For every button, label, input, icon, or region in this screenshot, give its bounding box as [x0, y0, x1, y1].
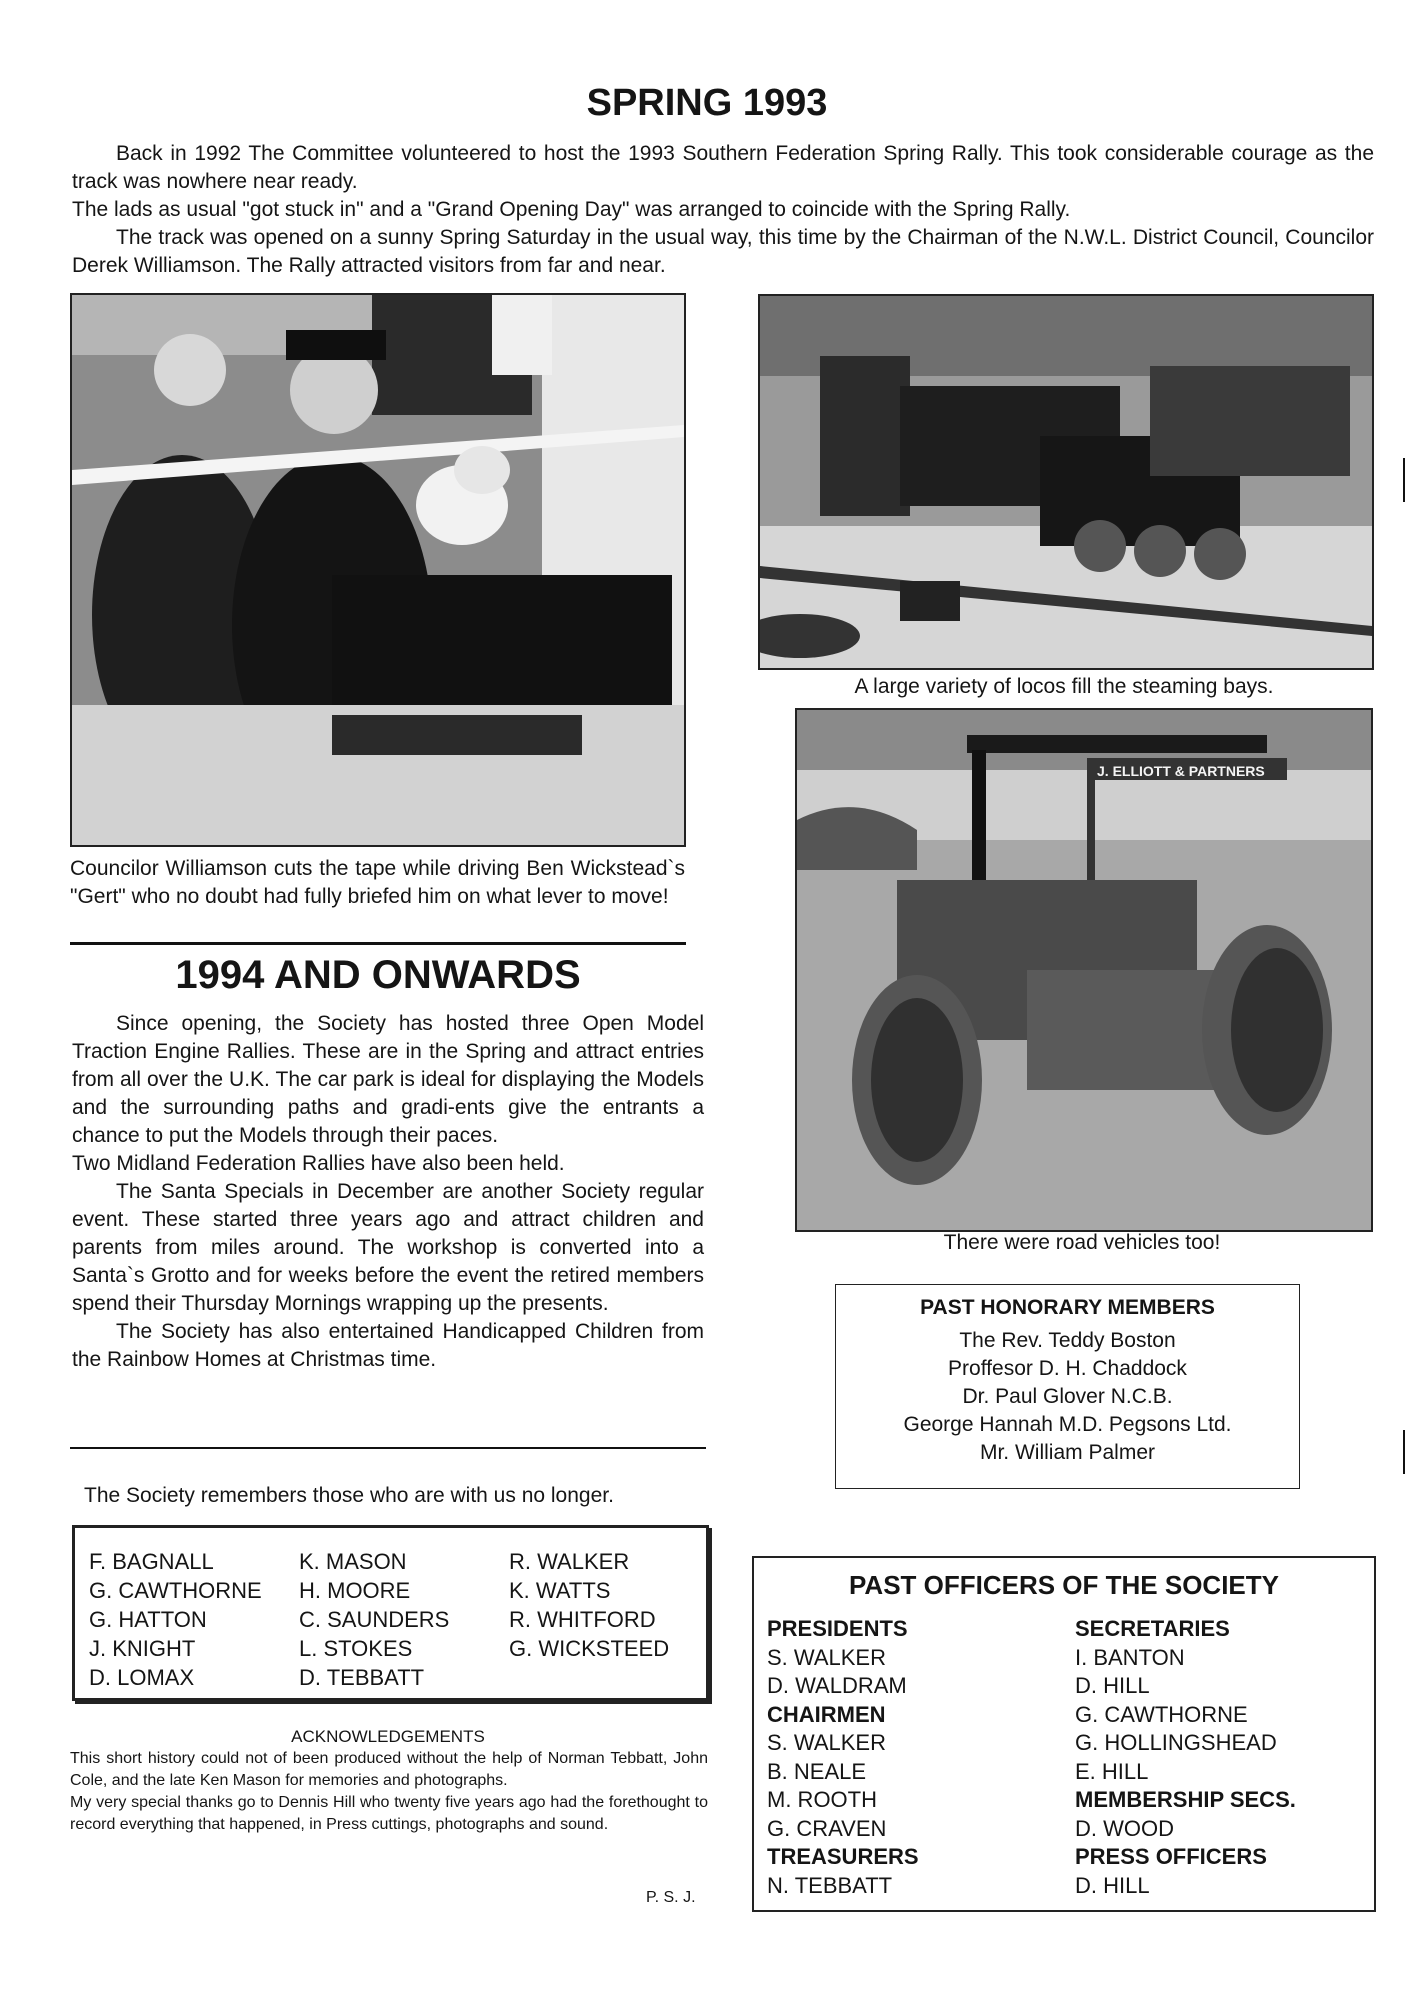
- roller-caption: There were road vehicles too!: [943, 1231, 1221, 1254]
- officers-heading: PRESS OFFICERS: [1075, 1844, 1267, 1869]
- officer-name: D. WOOD: [1075, 1815, 1174, 1841]
- remembered-name: G. WICKSTEED: [509, 1636, 670, 1661]
- remembered-name: C. SAUNDERS: [299, 1607, 450, 1632]
- officer-name: D. HILL: [1075, 1872, 1150, 1898]
- honorary-member: Proffesor D. H. Chaddock: [948, 1357, 1187, 1380]
- ribbon-caption: Councilor Williamson cuts the tape while driving Ben Wickstead`s "Gert" who no doubt had fully briefed him on what lever to move!: [70, 857, 685, 908]
- onwards-paragraph-1: Since opening, the Society has hosted three Open Model Traction Engine Rallies. These are in the Spring and attract entries from all over the U.K. The car park is ideal for displaying the Models and the surrounding paths and gradi-ents give the entrants a chance to put the Models through their paces.: [72, 1012, 704, 1147]
- divider-2: [70, 1447, 706, 1449]
- remembered-names-box: [72, 1525, 709, 1701]
- locos-caption: A large variety of locos fill the steaming bays.: [854, 675, 1274, 698]
- scan-edge-mark: [1403, 1430, 1405, 1474]
- officer-name: G. CRAVEN: [767, 1815, 887, 1841]
- officer-name: S. WALKER: [767, 1730, 886, 1755]
- honorary-members-box: [835, 1284, 1300, 1489]
- remembered-name: H. MOORE: [299, 1578, 411, 1603]
- officers-heading: SECRETARIES: [1075, 1616, 1230, 1641]
- honorary-member: The Rev. Teddy Boston: [959, 1329, 1176, 1352]
- remembered-name: D. LOMAX: [89, 1665, 195, 1690]
- acknowledgements-text: [70, 1748, 708, 1836]
- officers-heading: PRESIDENTS: [767, 1616, 908, 1641]
- locos-photo: [758, 294, 1374, 670]
- spring-text: [72, 140, 1374, 280]
- officer-name: G. CAWTHORNE: [1075, 1701, 1248, 1727]
- officer-name: S. WALKER: [767, 1644, 886, 1670]
- acknowledgements-paragraph-2: My very special thanks go to Dennis Hill who twenty five years ago had the forethought to record everything that happened, in Press cuttings, photographs and sound.: [70, 1794, 708, 1833]
- honorary-members-list: [836, 1327, 1299, 1467]
- remembered-name: R. WALKER: [509, 1549, 630, 1574]
- remembered-name: D. TEBBATT: [299, 1665, 425, 1690]
- spring-paragraph-1: Back in 1992 The Committee volunteered to host the 1993 Southern Federation Spring Rally. This took considerable courage as the track was nowhere near ready.: [72, 142, 1374, 193]
- past-officers-title: PAST OFFICERS OF THE SOCIETY: [849, 1570, 1279, 1600]
- officers-left-column: [767, 1615, 919, 1900]
- officers-heading: MEMBERSHIP SECS.: [1075, 1787, 1296, 1812]
- remembered-name: J. KNIGHT: [89, 1636, 196, 1661]
- officer-name: I. BANTON: [1075, 1644, 1185, 1670]
- scan-edge-mark: [1403, 458, 1405, 502]
- remembered-name: R. WHITFORD: [509, 1607, 656, 1632]
- onwards-title: 1994 AND ONWARDS: [175, 953, 581, 997]
- spring-paragraph-3: The track was opened on a sunny Spring Saturday in the usual way, this time by the Chairman of the N.W.L. District Council, Councilor Derek Williamson. The Rally attracted visitors from far and near.: [72, 226, 1374, 277]
- remembered-name: K. WATTS: [509, 1578, 611, 1603]
- remembered-name: G. HATTON: [89, 1607, 207, 1632]
- officers-heading: CHAIRMEN: [767, 1701, 886, 1727]
- honorary-member: George Hannah M.D. Pegsons Ltd.: [903, 1413, 1232, 1436]
- divider-1: [70, 942, 686, 945]
- officer-name: M. ROOTH: [767, 1787, 877, 1812]
- honorary-members-title: PAST HONORARY MEMBERS: [920, 1296, 1215, 1319]
- officer-name: B. NEALE: [767, 1758, 867, 1784]
- onwards-paragraph-2: Two Midland Federation Rallies have also been held.: [72, 1152, 565, 1175]
- spring-paragraph-2: The lads as usual "got stuck in" and a "Grand Opening Day" was arranged to coincide with the Spring Rally.: [72, 198, 1071, 221]
- remembered-name: G. CAWTHORNE: [89, 1578, 262, 1603]
- officer-name: D. HILL: [1075, 1673, 1150, 1698]
- ribbon-cutting-photo: [70, 293, 686, 847]
- remembers-intro: The Society remembers those who are with us no longer.: [84, 1484, 614, 1507]
- officer-name: N. TEBBATT: [767, 1872, 893, 1898]
- officers-right-column: [1075, 1615, 1296, 1900]
- author-initials: P. S. J.: [646, 1889, 696, 1906]
- roller-sign: J. ELLIOTT & PARTNERS: [1097, 763, 1265, 779]
- remembered-name: K. MASON: [299, 1549, 407, 1574]
- remembered-names-grid: [89, 1547, 706, 1692]
- onwards-paragraph-4: The Society has also entertained Handicapped Children from the Rainbow Homes at Christmas time.: [72, 1320, 704, 1371]
- remembered-name: L. STOKES: [299, 1636, 413, 1661]
- officer-name: D. WALDRAM: [767, 1673, 907, 1698]
- remembered-name: [509, 1663, 689, 1692]
- acknowledgements-title: ACKNOWLEDGEMENTS: [291, 1727, 485, 1746]
- past-officers-box: [752, 1556, 1376, 1912]
- officers-heading: TREASURERS: [767, 1844, 919, 1869]
- onwards-text: [72, 1010, 704, 1374]
- spring-title: SPRING 1993: [586, 82, 828, 124]
- onwards-paragraph-3: The Santa Specials in December are another Society regular event. These started three years ago and attract children and parents from miles around. The workshop is converted into a Santa`s Grotto and for weeks before the event the retired members spend their Thursday Mornings wrapping up the presents.: [72, 1180, 704, 1315]
- honorary-member: Dr. Paul Glover N.C.B.: [962, 1385, 1173, 1408]
- remembered-name: F. BAGNALL: [89, 1549, 214, 1574]
- acknowledgements-paragraph-1: This short history could not of been produced without the help of Norman Tebbatt, John Cole, and the late Ken Mason for memories and photographs.: [70, 1750, 708, 1789]
- road-roller-photo: [795, 708, 1373, 1232]
- honorary-member: Mr. William Palmer: [979, 1441, 1155, 1464]
- officer-name: E. HILL: [1075, 1758, 1149, 1784]
- officer-name: G. HOLLINGSHEAD: [1075, 1730, 1277, 1755]
